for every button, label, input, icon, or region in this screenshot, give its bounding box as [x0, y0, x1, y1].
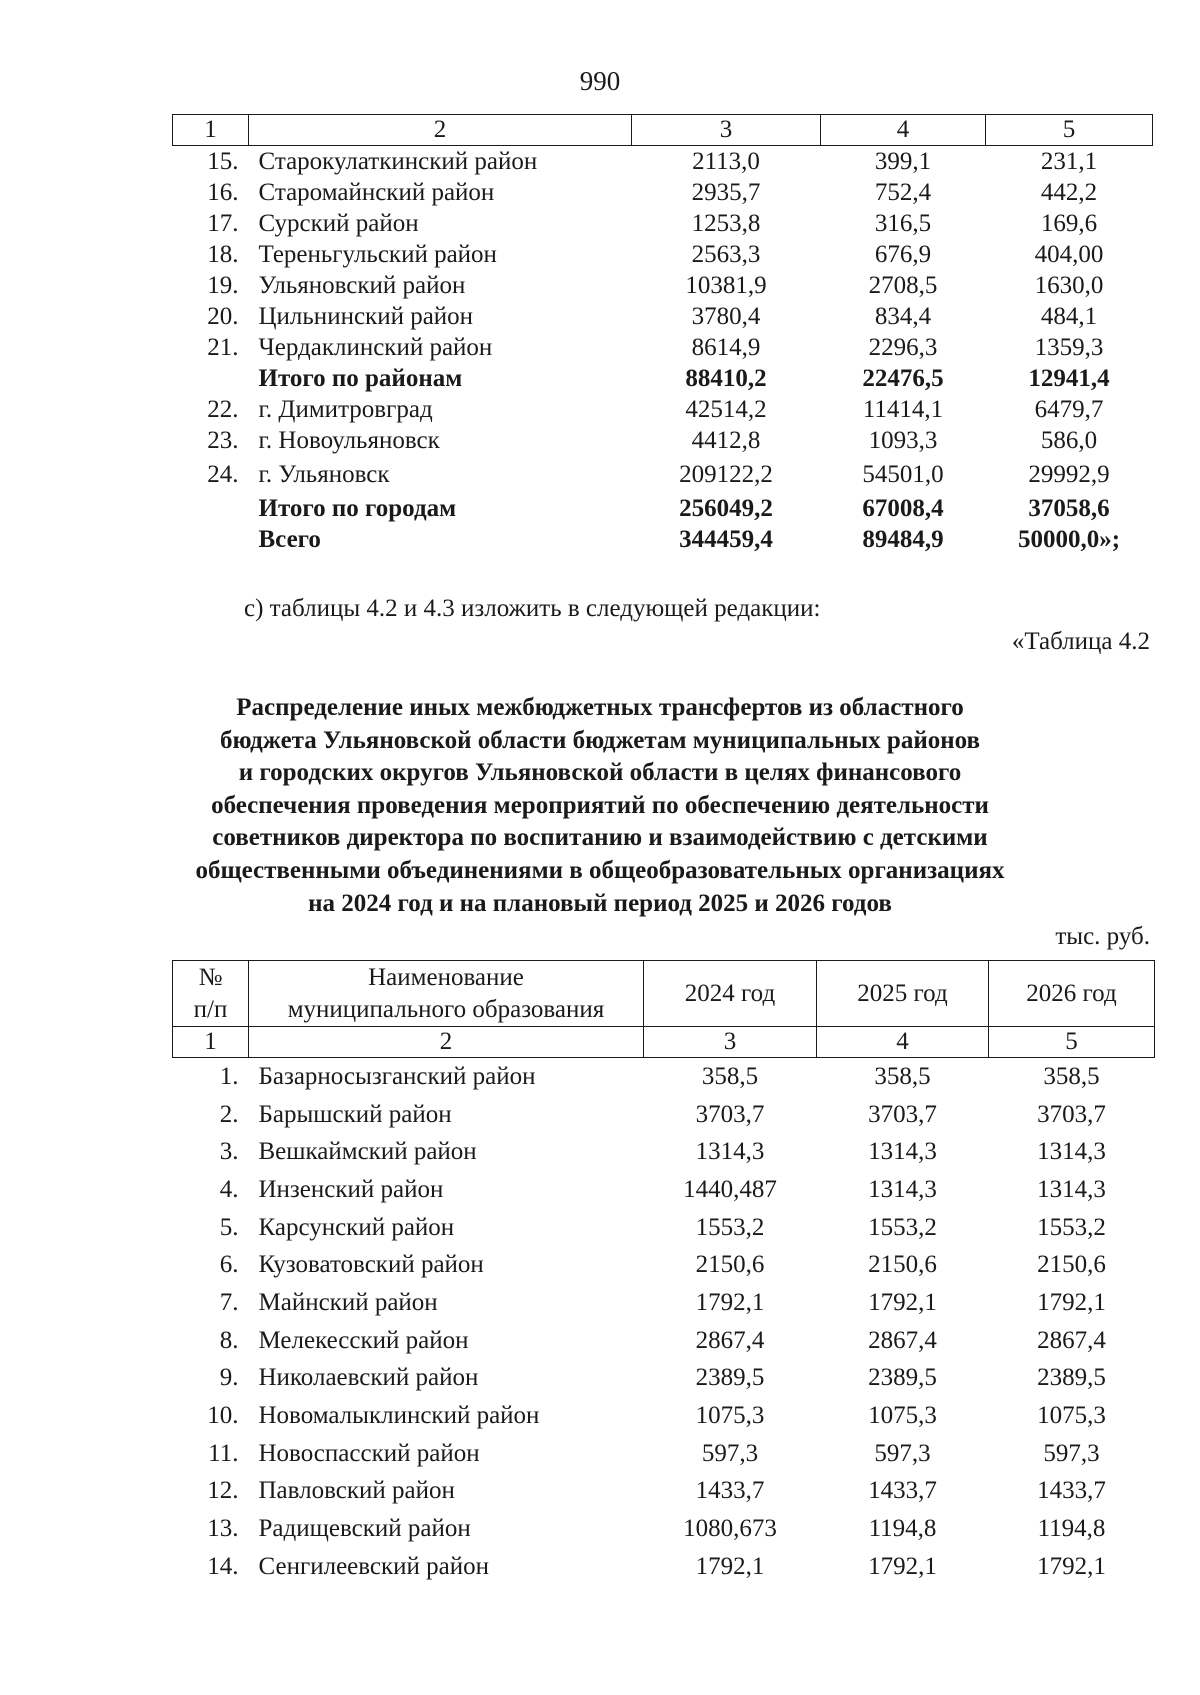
value-col5: 1314,3	[1037, 1138, 1106, 1166]
table-row	[173, 1360, 1155, 1398]
table-row	[173, 1096, 1155, 1134]
title-line: общественными объединениями в общеобразовательных организациях	[195, 856, 1005, 884]
column-number: 3	[644, 1027, 817, 1058]
value-col3: 1553,2	[695, 1213, 765, 1241]
value-col3: 10381,9	[685, 271, 767, 299]
value-col4: 1075,3	[868, 1402, 937, 1430]
value-col3: 597,3	[701, 1439, 759, 1467]
value-col4: 399,1	[874, 147, 932, 175]
column-number: 2	[249, 1027, 644, 1058]
municipality-name: Сурский район	[258, 209, 419, 237]
header-number	[173, 961, 249, 1027]
value-col3: 344459,4	[679, 525, 773, 553]
column-number: 3	[632, 115, 821, 146]
row-number	[173, 363, 249, 394]
municipality-name: г. Димитровград	[258, 395, 433, 423]
municipality-name: г. Ульяновск	[258, 460, 390, 488]
value-col4: 358,5	[874, 1062, 931, 1090]
value-col3: 3780,4	[691, 302, 761, 330]
value-col3: 88410,2	[685, 364, 767, 392]
value-col5: 1359,3	[1034, 333, 1104, 361]
column-number: 1	[173, 1027, 249, 1058]
table-row	[173, 1473, 1155, 1511]
row-number: 14.	[207, 1552, 239, 1580]
value-col3: 1253,8	[691, 209, 761, 237]
header-name	[249, 961, 644, 1027]
row-number: 2.	[219, 1100, 239, 1128]
municipality-name: Ульяновский район	[258, 271, 466, 299]
municipality-name: Кузоватовский район	[258, 1251, 484, 1279]
row-number: 5.	[219, 1213, 239, 1241]
table-row	[173, 1171, 1155, 1209]
row-number: 16.	[207, 178, 239, 206]
value-col3: 8614,9	[691, 333, 761, 361]
table-row	[173, 394, 1153, 425]
value-col4: 1792,1	[868, 1552, 937, 1580]
value-col5: 6479,7	[1034, 395, 1104, 423]
municipality-name: Радищевский район	[258, 1515, 471, 1543]
value-col4: 597,3	[874, 1439, 931, 1467]
value-col4: 1314,3	[868, 1138, 937, 1166]
municipality-name: Новоспасский район	[258, 1439, 480, 1467]
row-number: 7.	[219, 1288, 239, 1316]
value-col3: 1075,3	[695, 1402, 765, 1430]
municipality-name: Тереньгульский район	[258, 240, 497, 268]
table-row	[173, 270, 1153, 301]
row-number: 20.	[207, 302, 239, 330]
value-col3: 1792,1	[695, 1288, 765, 1316]
row-number: 3.	[219, 1138, 239, 1166]
value-col5: 358,5	[1043, 1062, 1100, 1090]
row-number: 15.	[207, 147, 239, 175]
value-col4: 2389,5	[868, 1364, 937, 1392]
header-number-line: №	[198, 963, 223, 991]
value-col5: 50000,0»;	[1017, 525, 1121, 553]
table-row	[173, 146, 1153, 178]
value-col3: 256049,2	[679, 494, 773, 522]
header-2025: 2025 год	[817, 961, 989, 1027]
value-col3: 1433,7	[695, 1477, 765, 1505]
table-row	[173, 177, 1153, 208]
municipality-name: Цильнинский район	[258, 302, 474, 330]
value-col4: 1792,1	[868, 1288, 937, 1316]
municipality-name: Карсунский район	[258, 1213, 455, 1241]
continuation-table	[172, 114, 1153, 555]
value-col4: 89484,9	[862, 525, 944, 553]
table-row	[173, 1548, 1155, 1586]
row-number: 9.	[219, 1364, 239, 1392]
table-row	[173, 1284, 1155, 1322]
row-number: 19.	[207, 271, 239, 299]
value-col5: 404,00	[1034, 240, 1104, 268]
value-col4: 2708,5	[868, 271, 938, 299]
value-col5: 1553,2	[1037, 1213, 1106, 1241]
table-row	[173, 1209, 1155, 1247]
municipality-name: Старомайнский район	[258, 178, 495, 206]
value-col5: 2389,5	[1037, 1364, 1106, 1392]
row-number: 21.	[207, 333, 239, 361]
municipality-name: Инзенский район	[258, 1175, 444, 1203]
value-col3: 2935,7	[691, 178, 761, 206]
value-col4: 676,9	[874, 240, 932, 268]
value-col5: 1194,8	[1037, 1515, 1106, 1543]
value-col3: 1080,673	[683, 1515, 777, 1543]
header-number-line: п/п	[193, 995, 228, 1023]
value-col4: 3703,7	[868, 1100, 937, 1128]
value-col3: 2867,4	[695, 1326, 765, 1354]
value-col4: 2296,3	[868, 333, 938, 361]
title-line: советников директора по воспитанию и взаимодействию с детскими	[212, 824, 988, 852]
table-row	[173, 1510, 1155, 1548]
municipality-name: Майнский район	[258, 1288, 438, 1316]
municipality-name: Новомалыклинский район	[258, 1402, 540, 1430]
column-number: 4	[817, 1027, 989, 1058]
municipality-name: Вешкаймский район	[258, 1138, 477, 1166]
value-col3: 1440,487	[683, 1175, 777, 1203]
table-row	[173, 239, 1153, 270]
municipality-name: Итого по районам	[258, 364, 463, 392]
table-row	[173, 1397, 1155, 1435]
value-col5: 484,1	[1040, 302, 1098, 330]
header-name-line: муниципального образования	[287, 995, 605, 1023]
value-col5: 29992,9	[1028, 460, 1110, 488]
row-number: 24.	[207, 460, 239, 488]
column-number: 2	[249, 115, 632, 146]
instruction-text: с) таблицы 4.2 и 4.3 изложить в следующей редакции:	[244, 595, 821, 622]
title-line: бюджета Ульяновской области бюджетам муниципальных районов	[219, 726, 981, 754]
value-col3: 2150,6	[695, 1251, 765, 1279]
value-col3: 209122,2	[679, 460, 773, 488]
table-row	[173, 456, 1153, 493]
value-col4: 1433,7	[868, 1477, 937, 1505]
row-number	[173, 524, 249, 555]
header-row	[173, 961, 1155, 1027]
value-col4: 11414,1	[862, 395, 944, 423]
value-col5: 1314,3	[1037, 1175, 1106, 1203]
value-col4: 752,4	[874, 178, 932, 206]
table-row	[173, 1133, 1155, 1171]
table-row	[173, 301, 1153, 332]
value-col4: 2150,6	[868, 1251, 937, 1279]
value-col5: 2867,4	[1037, 1326, 1106, 1354]
value-col3: 4412,8	[691, 426, 761, 454]
value-col4: 1553,2	[868, 1213, 937, 1241]
transfers-table	[172, 960, 1155, 1586]
value-col5: 12941,4	[1028, 364, 1110, 392]
value-col4: 316,5	[874, 209, 932, 237]
table-row	[173, 208, 1153, 239]
title-line: и городских округов Ульяновской области в целях финансового	[238, 759, 962, 787]
value-col4: 1194,8	[868, 1515, 937, 1543]
row-number: 10.	[207, 1402, 239, 1430]
total-row	[173, 493, 1153, 524]
column-number-row	[173, 115, 1153, 146]
row-number: 17.	[207, 209, 239, 237]
title-line: Распределение иных межбюджетных трансфертов из областного	[236, 694, 964, 721]
column-number-row	[173, 1027, 1155, 1058]
value-col3: 358,5	[701, 1062, 759, 1090]
value-col5: 442,2	[1040, 178, 1098, 206]
value-col5: 2150,6	[1037, 1251, 1106, 1279]
value-col3: 2389,5	[695, 1364, 765, 1392]
table-label: «Таблица 4.2	[1011, 628, 1150, 655]
municipality-name: Всего	[258, 525, 321, 553]
row-number	[173, 493, 249, 524]
row-number: 23.	[207, 426, 239, 454]
row-number: 11.	[208, 1439, 239, 1467]
column-number: 1	[173, 115, 249, 146]
municipality-name: Базарносызганский район	[258, 1062, 536, 1090]
value-col5: 231,1	[1040, 147, 1098, 175]
municipality-name: Барышский район	[258, 1100, 452, 1128]
page-number: 990	[579, 66, 621, 96]
value-col3: 2113,0	[692, 147, 760, 175]
title-line: обеспечения проведения мероприятий по обеспечению деятельности	[211, 791, 989, 819]
value-col4: 834,4	[874, 302, 932, 330]
value-col4: 67008,4	[862, 494, 944, 522]
row-number: 6.	[219, 1251, 239, 1279]
row-number: 18.	[207, 240, 239, 268]
value-col5: 597,3	[1043, 1439, 1100, 1467]
municipality-name: Итого по городам	[258, 494, 457, 522]
row-number: 8.	[219, 1326, 239, 1354]
header-name-line: Наименование	[368, 963, 524, 991]
value-col5: 586,0	[1040, 426, 1098, 454]
value-col3: 3703,7	[695, 1100, 765, 1128]
value-col4: 2867,4	[868, 1326, 937, 1354]
total-row	[173, 524, 1153, 555]
row-number: 13.	[207, 1515, 239, 1543]
value-col4: 1314,3	[868, 1175, 937, 1203]
header-2026: 2026 год	[989, 961, 1155, 1027]
municipality-name: Старокулаткинский район	[258, 147, 538, 175]
value-col5: 1630,0	[1034, 271, 1104, 299]
value-col3: 2563,3	[691, 240, 761, 268]
column-number: 5	[986, 115, 1153, 146]
column-number: 5	[989, 1027, 1155, 1058]
municipality-name: г. Новоульяновск	[258, 426, 440, 454]
row-number: 4.	[219, 1175, 239, 1203]
header-2024: 2024 год	[644, 961, 817, 1027]
table-title	[150, 692, 1050, 920]
value-col4: 22476,5	[862, 364, 944, 392]
row-number: 1.	[219, 1062, 239, 1090]
units-label: тыс. руб.	[1055, 923, 1150, 950]
title-line: на 2024 год и на плановый период 2025 и 2026 годов	[308, 889, 892, 917]
value-col5: 3703,7	[1037, 1100, 1106, 1128]
value-col5: 1792,1	[1037, 1552, 1106, 1580]
table-row	[173, 425, 1153, 456]
value-col5: 1075,3	[1037, 1402, 1106, 1430]
value-col4: 1093,3	[868, 426, 938, 454]
table-row	[173, 1058, 1155, 1096]
value-col5: 37058,6	[1028, 494, 1110, 522]
value-col5: 1433,7	[1037, 1477, 1106, 1505]
table-row	[173, 1246, 1155, 1284]
row-number: 12.	[207, 1477, 239, 1505]
value-col3: 42514,2	[685, 395, 767, 423]
value-col5: 169,6	[1040, 209, 1098, 237]
municipality-name: Чердаклинский район	[258, 333, 493, 361]
value-col4: 54501,0	[862, 460, 944, 488]
table-row	[173, 1322, 1155, 1360]
municipality-name: Николаевский район	[258, 1364, 479, 1392]
value-col5: 1792,1	[1037, 1288, 1106, 1316]
column-number: 4	[821, 115, 986, 146]
table-row	[173, 1435, 1155, 1473]
row-number: 22.	[207, 395, 239, 423]
municipality-name: Сенгилеевский район	[258, 1552, 490, 1580]
municipality-name: Павловский район	[258, 1477, 455, 1505]
value-col3: 1792,1	[695, 1552, 765, 1580]
value-col3: 1314,3	[695, 1138, 765, 1166]
table-row	[173, 332, 1153, 363]
total-row	[173, 363, 1153, 394]
municipality-name: Мелекесский район	[258, 1326, 469, 1354]
